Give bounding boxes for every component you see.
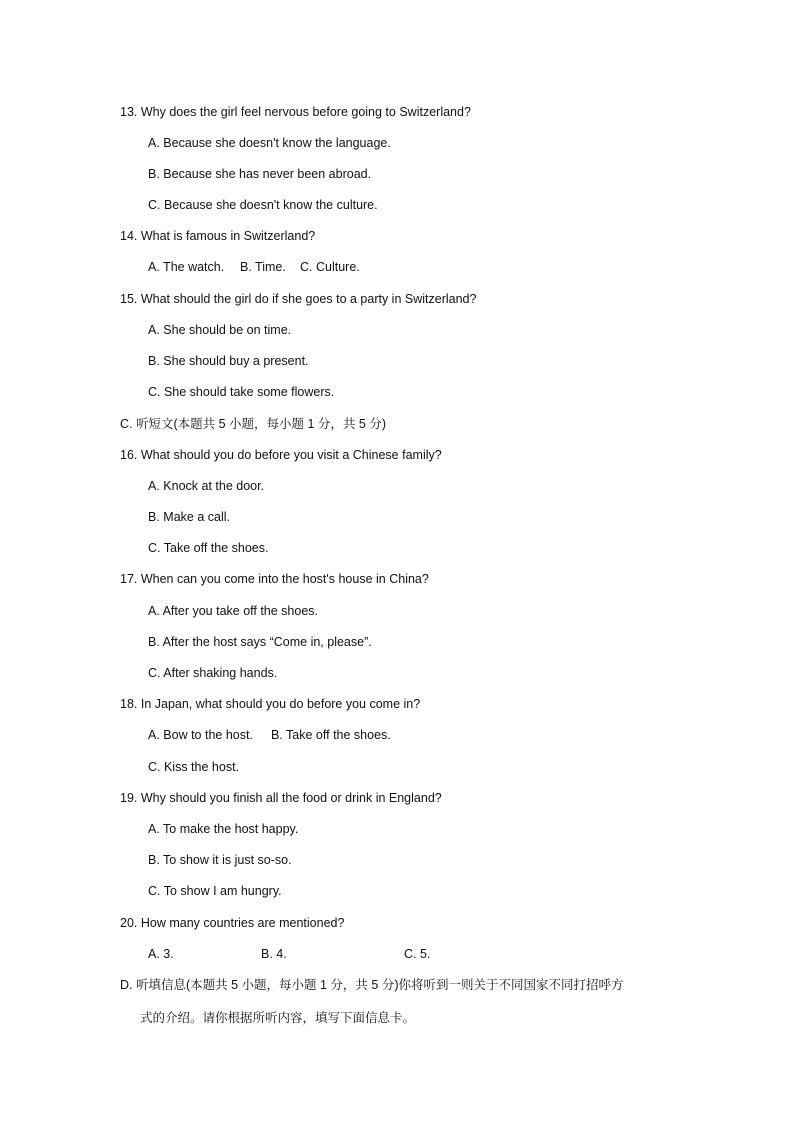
q13-option-a: A. Because she doesn't know the language. (148, 136, 391, 150)
q18-option-c: C. Kiss the host. (148, 760, 240, 774)
q18-option-b: B. Take off the shoes. (271, 728, 391, 742)
question-20: 20. How many countries are mentioned? (120, 916, 345, 930)
q20-option-b: B. 4. (261, 947, 287, 961)
q20-option-c: C. 5. (404, 947, 431, 961)
q15-option-a: A. She should be on time. (148, 323, 292, 337)
q14-option-b: B. Time. (240, 260, 286, 274)
q18-option-a: A. Bow to the host. (148, 728, 253, 742)
question-14: 14. What is famous in Switzerland? (120, 229, 316, 243)
q17-option-a: A. After you take off the shoes. (148, 604, 319, 618)
section-d-heading: D. 听填信息(本题共 5 小题，每小题 1 分，共 5 分)你将听到一则关于不同国家不同打招呼方 (120, 978, 624, 992)
question-13: 13. Why does the girl feel nervous before going to Switzerland? (120, 105, 471, 119)
q20-option-a: A. 3. (148, 947, 174, 961)
q16-option-a: A. Knock at the door. (148, 479, 265, 493)
q19-option-c: C. To show I am hungry. (148, 884, 282, 898)
section-d-heading-continued: 式的介绍。请你根据所听内容，填写下面信息卡。 (140, 1011, 416, 1025)
q19-option-b: B. To show it is just so-so. (148, 853, 292, 867)
question-15: 15. What should the girl do if she goes to a party in Switzerland? (120, 292, 477, 306)
q15-option-c: C. She should take some flowers. (148, 385, 335, 399)
question-19: 19. Why should you finish all the food or drink in England? (120, 791, 442, 805)
question-16: 16. What should you do before you visit a Chinese family? (120, 448, 442, 462)
question-18: 18. In Japan, what should you do before you come in? (120, 697, 421, 711)
q13-option-b: B. Because she has never been abroad. (148, 167, 372, 181)
q14-option-c: C. Culture. (300, 260, 360, 274)
q14-option-a: A. The watch. (148, 260, 225, 274)
question-17: 17. When can you come into the host's house in China? (120, 572, 429, 586)
q13-option-c: C. Because she doesn't know the culture. (148, 198, 378, 212)
q17-option-c: C. After shaking hands. (148, 666, 278, 680)
q17-option-b: B. After the host says “Come in, please”. (148, 635, 372, 649)
q15-option-b: B. She should buy a present. (148, 354, 309, 368)
section-c-heading: C. 听短文(本题共 5 小题，每小题 1 分，共 5 分) (120, 417, 386, 431)
q19-option-a: A. To make the host happy. (148, 822, 299, 836)
q16-option-c: C. Take off the shoes. (148, 541, 269, 555)
q16-option-b: B. Make a call. (148, 510, 230, 524)
